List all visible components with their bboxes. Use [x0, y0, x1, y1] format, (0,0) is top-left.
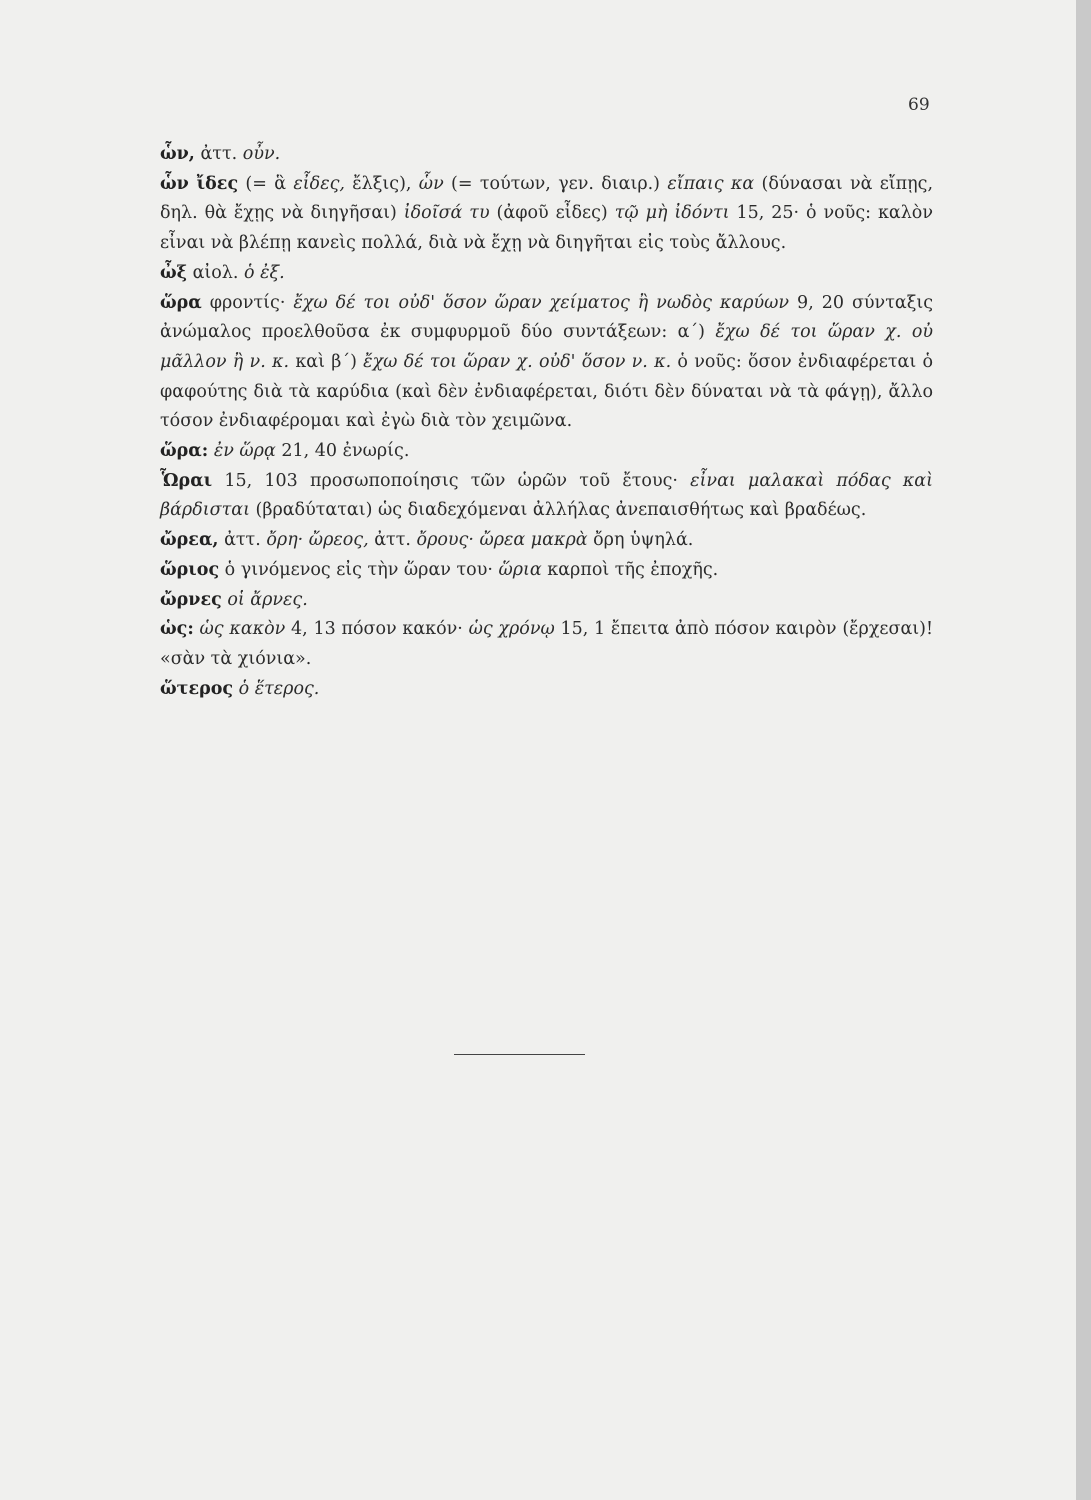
entry-text: ὄρη ὑψηλά.: [587, 530, 694, 551]
italic-text: ὥρια: [498, 559, 542, 580]
headword: ὥρα:: [160, 441, 209, 462]
headword: ὡς:: [160, 619, 194, 640]
entry-text: ἀττ.: [218, 530, 267, 551]
headword: ὦξ: [160, 262, 188, 283]
entry-text: φροντίς·: [201, 292, 294, 313]
entry-text: αἰολ.: [187, 262, 245, 283]
entry-text: ἔλξις),: [344, 173, 419, 194]
end-rule: [454, 1054, 585, 1055]
headword: ὤρεα,: [160, 530, 219, 551]
entry: [158, 259, 933, 289]
italic-text: ὄρη· ὤρεος,: [266, 530, 369, 551]
entry-text: (βραδύταται) ὡς διαδεχόμεναι ἀλλήλας ἀνεπαισθήτως καὶ βραδέως.: [249, 500, 867, 521]
entry: [158, 140, 933, 170]
entry-text: ἀττ.: [194, 144, 243, 164]
headword: ὤρνες: [160, 589, 222, 610]
italic-text: οἱ ἄρνες.: [227, 589, 308, 610]
entry: [158, 289, 933, 438]
entry-text: 4, 13 πόσον κακόν·: [285, 619, 469, 640]
entry: [158, 586, 933, 616]
entry-text: (ἀφοῦ εἶδες): [489, 203, 615, 224]
entry-text: ἀττ.: [368, 530, 417, 551]
headword: Ὧραι: [160, 470, 213, 491]
headword: ὥριος: [160, 559, 220, 580]
entry-text: 15, 25· ὁ νοῦς: καλὸν εἶναι νὰ βλέπῃ κανεὶς πολλά, διὰ νὰ ἔχῃ νὰ διηγῆται εἰς τοὺς ἄλλους.: [160, 203, 933, 254]
entry-text: (= ἃ: [238, 173, 294, 194]
italic-text: οὖν.: [242, 144, 281, 164]
italic-text: ὁ ἐξ.: [244, 262, 285, 283]
entry: [158, 437, 933, 467]
italic-text: εἶναι μαλακαὶ πόδας καὶ βάρδισται: [160, 470, 933, 521]
entry: [158, 170, 933, 259]
entry: [158, 467, 933, 526]
entry: [158, 615, 933, 674]
headword: ὥρα: [160, 292, 202, 313]
entry: [158, 526, 933, 556]
entry-text: 9, 20 σύνταξις ἀνώμαλος προελθοῦσα ἐκ συμφυρμοῦ δύο συντάξεων: α΄): [160, 292, 933, 343]
entry: [158, 675, 933, 705]
italic-text: ὡς κακὸν: [199, 619, 286, 640]
italic-text: ἔχω δέ τοι ὥραν χ. οὐ μᾶλλον ἢ ν. κ.: [160, 322, 933, 372]
entry-text: καὶ β΄): [289, 351, 364, 372]
italic-text: εἴπαις κα: [667, 173, 755, 194]
italic-text: ὄρους· ὤρεα μακρὰ: [416, 530, 588, 551]
italic-text: ἔχω δέ τοι οὐδ' ὅσον ὥραν χείματος ἢ νωδὸς καρύων: [293, 292, 790, 313]
italic-text: εἶδες,: [293, 173, 345, 194]
entry-text: 21, 40 ἐνωρίς.: [275, 441, 410, 462]
entry: [158, 556, 933, 586]
page-number: 69: [908, 95, 930, 115]
entry-text: ὁ νοῦς: ὅσον ἐνδιαφέρεται ὁ φαφούτης διὰ τὰ καρύδια (καὶ δὲν ἐνδιαφέρεται, διότι δὲν δύναται νὰ τὰ φάγῃ), ἄλλο τόσον ἐνδιαφέρομαι καὶ ἐγὼ διὰ τὸν χειμῶνα.: [160, 351, 933, 432]
italic-text: ὁ ἕτερος.: [238, 678, 320, 699]
italic-text: ἰδοῖσά τυ: [403, 203, 490, 224]
italic-text: ἔχω δέ τοι ὥραν χ. οὐδ' ὅσον ν. κ.: [363, 351, 672, 372]
headword: ὧν ἴδες: [160, 173, 239, 194]
entry-text: ὁ γινόμενος εἰς τὴν ὥραν του·: [219, 559, 499, 580]
entry-text: (= τούτων, γεν. διαιρ.): [443, 173, 668, 194]
italic-text: ἐν ὥρᾳ: [213, 441, 276, 462]
entry-text: καρποὶ τῆς ἐποχῆς.: [541, 559, 719, 580]
entry-text: 15, 1 ἔπειτα ἀπὸ πόσον καιρὸν (ἔρχεσαι)! «σὰν τὰ χιόνια».: [160, 619, 933, 669]
headword: ὥτερος: [160, 678, 234, 699]
headword: ὧν,: [160, 144, 195, 164]
italic-text: τῷ μὴ ἰδόντι: [614, 203, 730, 224]
dictionary-entries: [158, 140, 933, 704]
italic-text: ὧν: [418, 173, 444, 194]
entry-text: (δύνασαι νὰ εἴπῃς, δηλ. θὰ ἔχῃς νὰ διηγῆσαι): [160, 173, 934, 224]
italic-text: ὡς χρόνῳ: [468, 619, 555, 640]
page-edge: [1076, 0, 1091, 1500]
entry-text: 15, 103 προσωποποίησις τῶν ὡρῶν τοῦ ἔτους·: [212, 470, 691, 491]
